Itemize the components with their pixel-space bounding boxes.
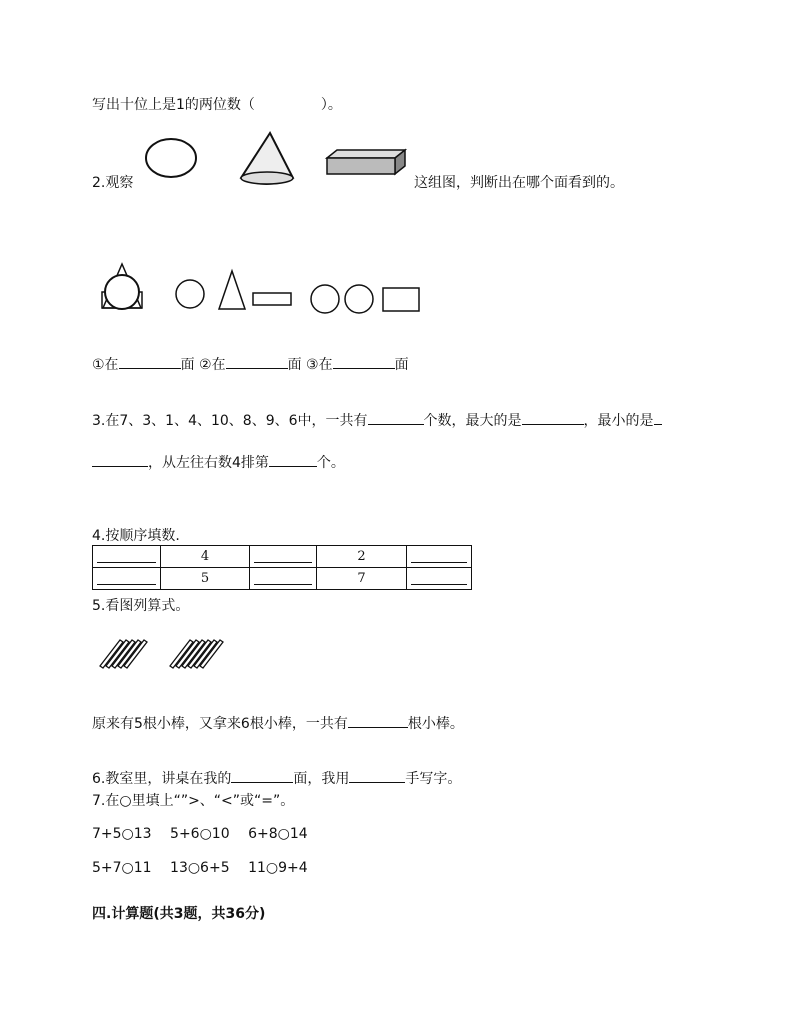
q3-max-blank[interactable] [522,410,584,425]
answer-2-blank[interactable] [226,354,288,369]
front-view-set [176,271,291,309]
table-row [93,546,472,568]
cuboid-figure [327,150,405,174]
view-shapes-image [98,262,423,314]
table-cell: 2 [317,546,407,568]
q4-title: 4.按顺序填数. [92,528,180,544]
question-3-line2 [92,452,345,472]
five-sticks-bundle [100,640,147,668]
answer-1-blank[interactable] [119,354,181,369]
answer-3-blank[interactable] [333,354,395,369]
answer-1-label: ①在 [92,357,119,373]
q6-part1: 6.教室里，讲桌在我的 [92,771,232,787]
q1-text: 写出十位上是1的两位数（ [92,97,255,113]
q3-part1: 3.在7、3、1、4、10、8、9、6中，一共有 [92,413,368,429]
q3-min-blank-start[interactable] [654,410,662,425]
table-row [93,568,472,590]
q5-title: 5.看图列算式。 [92,598,190,614]
q3-count-blank[interactable] [368,410,424,425]
q2-suffix: 这组图，判断出在哪个面看到的。 [414,175,624,191]
question-3-line1 [92,410,662,430]
solid-figures-image [140,130,415,190]
table-cell: 4 [161,546,250,568]
q6-direction-blank[interactable] [231,768,293,783]
q6-hand-blank[interactable] [349,768,405,783]
answer-2-label: ②在 [199,357,226,373]
q7-item: 7+5○13 [92,826,152,842]
sequence-table [92,545,472,590]
q6-part2: 面，我用 [293,771,350,787]
table-cell-blank[interactable] [407,568,472,590]
sphere-figure [146,139,196,177]
q7-item: 11○9+4 [248,860,308,876]
q2-answers [92,354,409,374]
six-sticks-bundle [170,640,223,668]
answer-3-label: ③在 [306,357,333,373]
q3-part3: ，最小的是 [583,413,654,429]
q3-part2: 个数，最大的是 [423,413,522,429]
q5-text: 原来有5根小棒，又拿来6根小棒，一共有 [92,716,348,732]
q3-part4: ，从左往右数4排第 [148,455,269,471]
q5-end: 根小棒。 [407,716,464,732]
table-cell-blank[interactable] [93,546,161,568]
q7-title: 7.在○里填上“”>、“<”或“=”。 [92,793,295,809]
answer-1-end: 面 [180,357,195,373]
section-4-title: 四.计算题(共3题，共36分) [92,906,266,922]
q7-item: 13○6+5 [170,860,230,876]
q5-blank[interactable] [348,713,408,728]
table-cell-blank[interactable] [250,546,317,568]
q7-item: 5+7○11 [92,860,152,876]
side-view-set [311,285,419,313]
answer-3-end: 面 [394,357,409,373]
table-cell-blank[interactable] [93,568,161,590]
cone-figure [241,133,293,184]
table-cell: 5 [161,568,250,590]
q7-item: 5+6○10 [170,826,230,842]
question-1 [92,94,342,114]
q6-part3: 手写字。 [405,771,462,787]
table-cell: 7 [317,568,407,590]
q2-prefix: 2.观察 [92,175,134,191]
q7-row1 [92,826,308,842]
q1-close: ）。 [320,97,342,113]
answer-2-end: 面 [287,357,302,373]
table-cell-blank[interactable] [250,568,317,590]
q7-row2 [92,860,308,876]
q3-part5: 个。 [316,455,345,471]
q3-min-blank[interactable] [92,452,148,467]
top-view-combined [102,264,142,309]
question-6 [92,768,461,788]
question-5-text [92,713,464,733]
q3-position-blank[interactable] [269,452,317,467]
table-cell-blank[interactable] [407,546,472,568]
q7-item: 6+8○14 [248,826,308,842]
sticks-image [95,636,235,676]
